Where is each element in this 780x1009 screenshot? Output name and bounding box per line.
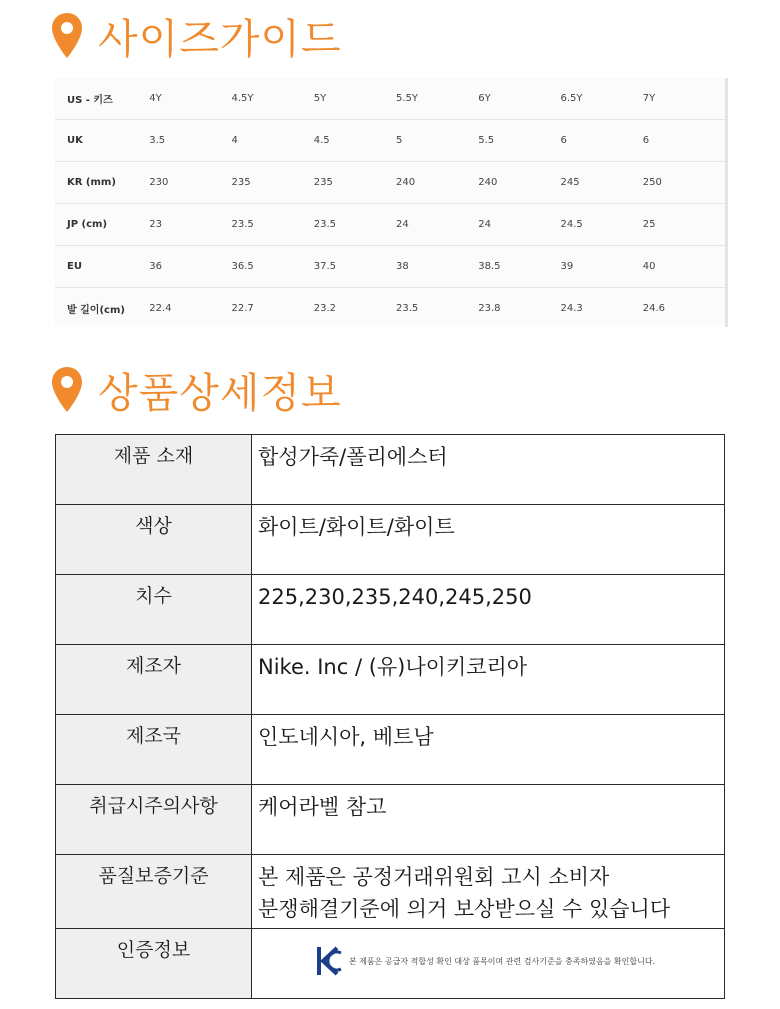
size-row — [55, 162, 725, 204]
warranty-line-1: 본 제품은 공정거래위원회 고시 소비자 — [258, 865, 610, 889]
detail-row-warranty — [56, 855, 725, 929]
size-cell: 240 — [396, 177, 416, 188]
size-cell: 240 — [478, 177, 498, 188]
detail-value: Nike. Inc / (유)나이키코리아 — [252, 645, 725, 715]
size-cell: 23.5 — [396, 303, 419, 314]
detail-row-care — [56, 785, 725, 855]
size-guide-title: 사이즈가이드 — [98, 15, 342, 63]
detail-value: 225,230,235,240,245,250 — [252, 575, 725, 645]
product-detail-heading — [50, 360, 342, 419]
size-guide-heading — [50, 6, 342, 65]
detail-row-color — [56, 505, 725, 575]
size-cell: 23.5 — [313, 219, 337, 230]
size-cell: 37.5 — [313, 261, 337, 272]
size-cell: 24 — [396, 219, 409, 230]
size-cell: 245 — [560, 177, 580, 188]
detail-value: 화이트/화이트/화이트 — [252, 505, 725, 575]
kc-certification — [252, 929, 724, 993]
detail-row-size — [56, 575, 725, 645]
size-cell: 38 — [396, 261, 409, 272]
product-detail-table — [55, 434, 725, 999]
size-cell: 24.3 — [560, 303, 583, 314]
location-pin-icon — [50, 366, 84, 414]
detail-label: 품질보증기준 — [56, 855, 252, 929]
size-cell: 6Y — [478, 93, 491, 104]
size-cell: 4.5 — [313, 135, 330, 146]
size-cell: 3.5 — [149, 135, 166, 146]
size-cell: 38.5 — [478, 261, 501, 272]
size-row-label: 발 길이(cm) — [67, 305, 125, 316]
detail-row-certification — [56, 929, 725, 999]
size-cell: 25 — [642, 219, 656, 230]
kc-certification-mark-icon — [315, 944, 343, 978]
kc-certification-text: 본 제품은 공급자 적합성 확인 대상 품목이며 관련 검사기준을 충족하였음을 확인합니다. — [348, 956, 656, 966]
detail-label: 인증정보 — [56, 929, 252, 999]
detail-value: 인도네시아, 베트남 — [252, 715, 725, 785]
size-row — [55, 204, 725, 246]
size-row — [55, 120, 725, 162]
detail-row-material — [56, 435, 725, 505]
detail-value — [252, 929, 725, 999]
detail-row-manufacturer — [56, 645, 725, 715]
size-row — [55, 78, 725, 120]
size-cell: 22.7 — [231, 303, 254, 314]
size-cell: 22.4 — [149, 303, 172, 314]
detail-value — [252, 855, 725, 929]
size-cell: 6.5Y — [560, 93, 583, 104]
size-cell: 4.5Y — [231, 93, 254, 104]
size-cell: 36 — [149, 261, 162, 272]
size-row-label: UK — [67, 135, 83, 146]
size-cell: 5Y — [313, 93, 327, 104]
size-cell: 23 — [149, 219, 162, 230]
detail-label: 취급시주의사항 — [56, 785, 252, 855]
size-row — [55, 246, 725, 288]
detail-label: 제조자 — [56, 645, 252, 715]
detail-label: 제품 소재 — [56, 435, 252, 505]
size-row — [55, 288, 725, 327]
detail-label: 치수 — [56, 575, 252, 645]
size-cell: 6 — [560, 135, 567, 146]
size-cell: 235 — [231, 177, 251, 188]
size-cell: 40 — [642, 261, 656, 272]
size-row-label: KR (mm) — [67, 177, 116, 188]
warranty-line-2: 분쟁해결기준에 의거 보상받으실 수 있습니다 — [258, 897, 671, 921]
size-cell: 39 — [560, 261, 574, 272]
detail-value: 케어라벨 참고 — [252, 785, 725, 855]
size-cell: 230 — [149, 177, 169, 188]
size-cell: 24.5 — [560, 219, 583, 230]
size-row-label: JP (cm) — [67, 219, 108, 230]
size-cell: 24.6 — [642, 303, 666, 314]
size-row-label: US - 키즈 — [67, 95, 113, 106]
size-cell: 6 — [642, 135, 650, 146]
detail-label: 제조국 — [56, 715, 252, 785]
detail-row-country — [56, 715, 725, 785]
size-cell: 23.2 — [313, 303, 337, 314]
size-cell: 4Y — [149, 93, 162, 104]
detail-value: 합성가죽/폴리에스터 — [252, 435, 725, 505]
product-detail-title: 상품상세정보 — [98, 369, 342, 417]
size-cell: 235 — [313, 177, 333, 188]
size-cell: 5.5 — [478, 135, 495, 146]
size-cell: 23.8 — [478, 303, 501, 314]
size-cell: 36.5 — [231, 261, 254, 272]
detail-label: 색상 — [56, 505, 252, 575]
size-cell: 250 — [642, 177, 662, 188]
size-guide-table — [55, 78, 728, 327]
size-cell: 4 — [231, 135, 238, 146]
size-cell: 7Y — [642, 93, 656, 104]
location-pin-icon — [50, 12, 84, 60]
size-cell: 24 — [478, 219, 491, 230]
size-row-label: EU — [67, 261, 82, 272]
size-cell: 5.5Y — [396, 93, 419, 104]
size-cell: 5 — [396, 135, 403, 146]
size-cell: 23.5 — [231, 219, 254, 230]
